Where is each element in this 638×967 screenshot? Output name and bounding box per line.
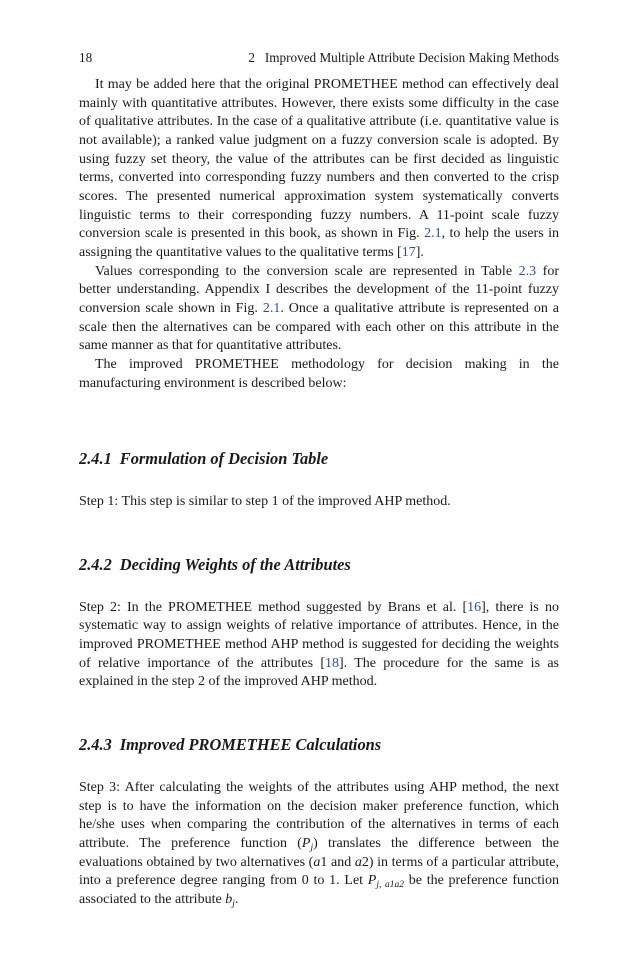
citation-link[interactable]: 16 (467, 599, 482, 615)
page-body (79, 76, 559, 910)
paragraph-conversion-scale: Values corresponding to the conversion scale are represented in Table 2.3 for better understanding. Appendix I describes the development of the 11-point fuzzy conversion scale shown in Fig. 2.1. Once a qualitative attribute is represented on a scale then the alternatives can be compared with each other on this attribute in the same manner as that for quantitative attributes. (79, 263, 560, 354)
paragraph-intro: It may be added here that the original PROMETHEE method can effectively deal mainly with quantitative attributes. However, there exists some difficulty in the case of qualitative attributes. In the case of a qualitative attribute (i.e. quantitative value is not available); a ranked value judgment on a fuzzy conversion scale is adopted. By using fuzzy set theory, the value of the attributes can be first decided as linguistic terms, converted into corresponding fuzzy numbers and then converted to the crisp scores. The presented numerical approximation system systematically converts linguistic terms to their corresponding fuzzy numbers. A 11-point scale fuzzy conversion scale is presented in this book, as shown in Fig. 2.1, to help the users in assigning the quantitative values to the qualitative terms [17]. (79, 77, 559, 260)
section-heading-2-4-1: 2.4.1 Formulation of Decision Table (79, 449, 329, 469)
section-body-2-4-3: Step 3: After calculating the weights of the attributes using AHP method, the next step is to have the information on the decision maker preference function, which he/she uses when comparing the contribution of the alternatives in terms of each attribute. The preference function $(P_j)$ translates the difference between the evaluations obtained by two alternatives (a1 and a2) in terms of a particular attribute, into a preference degree ranging from 0 to 1. Let $P_{j, a1a2}$ be the preference function associated to the attribute $b_j$. (79, 780, 559, 910)
citation-link[interactable]: 18 (325, 655, 339, 671)
section-heading-2-4-3: 2.4.3 Improved PROMETHEE Calculations (79, 735, 382, 755)
section-body-2-4-1: Step 1: This step is similar to step 1 of the improved AHP method. (79, 494, 451, 510)
section-body-2-4-2: Step 2: In the PROMETHEE method suggested by Brans et al. [16], there is no systematic way to assign weights of relative importance of attributes. Hence, in the improved PROMETHEE method AHP method is suggested for deciding the weights of relative importance of the attributes [18]. The procedure for the same is as explained in the step 2 of the improved AHP method. (79, 599, 559, 690)
citation-link[interactable]: 17 (401, 244, 416, 260)
paragraph-methodology: The improved PROMETHEE methodology for decision making in the manufacturing environment is described below: (79, 356, 559, 391)
page-header (79, 50, 559, 70)
figure-link[interactable]: 2.1 (424, 226, 442, 242)
page-number: 18 (79, 50, 93, 65)
section-heading-2-4-2: 2.4.2 Deciding Weights of the Attributes (79, 554, 351, 574)
figure-link[interactable]: 2.1 (262, 300, 281, 316)
running-head: 2 Improved Multiple Attribute Decision Making Methods (248, 50, 559, 65)
table-link[interactable]: 2.3 (518, 263, 537, 279)
